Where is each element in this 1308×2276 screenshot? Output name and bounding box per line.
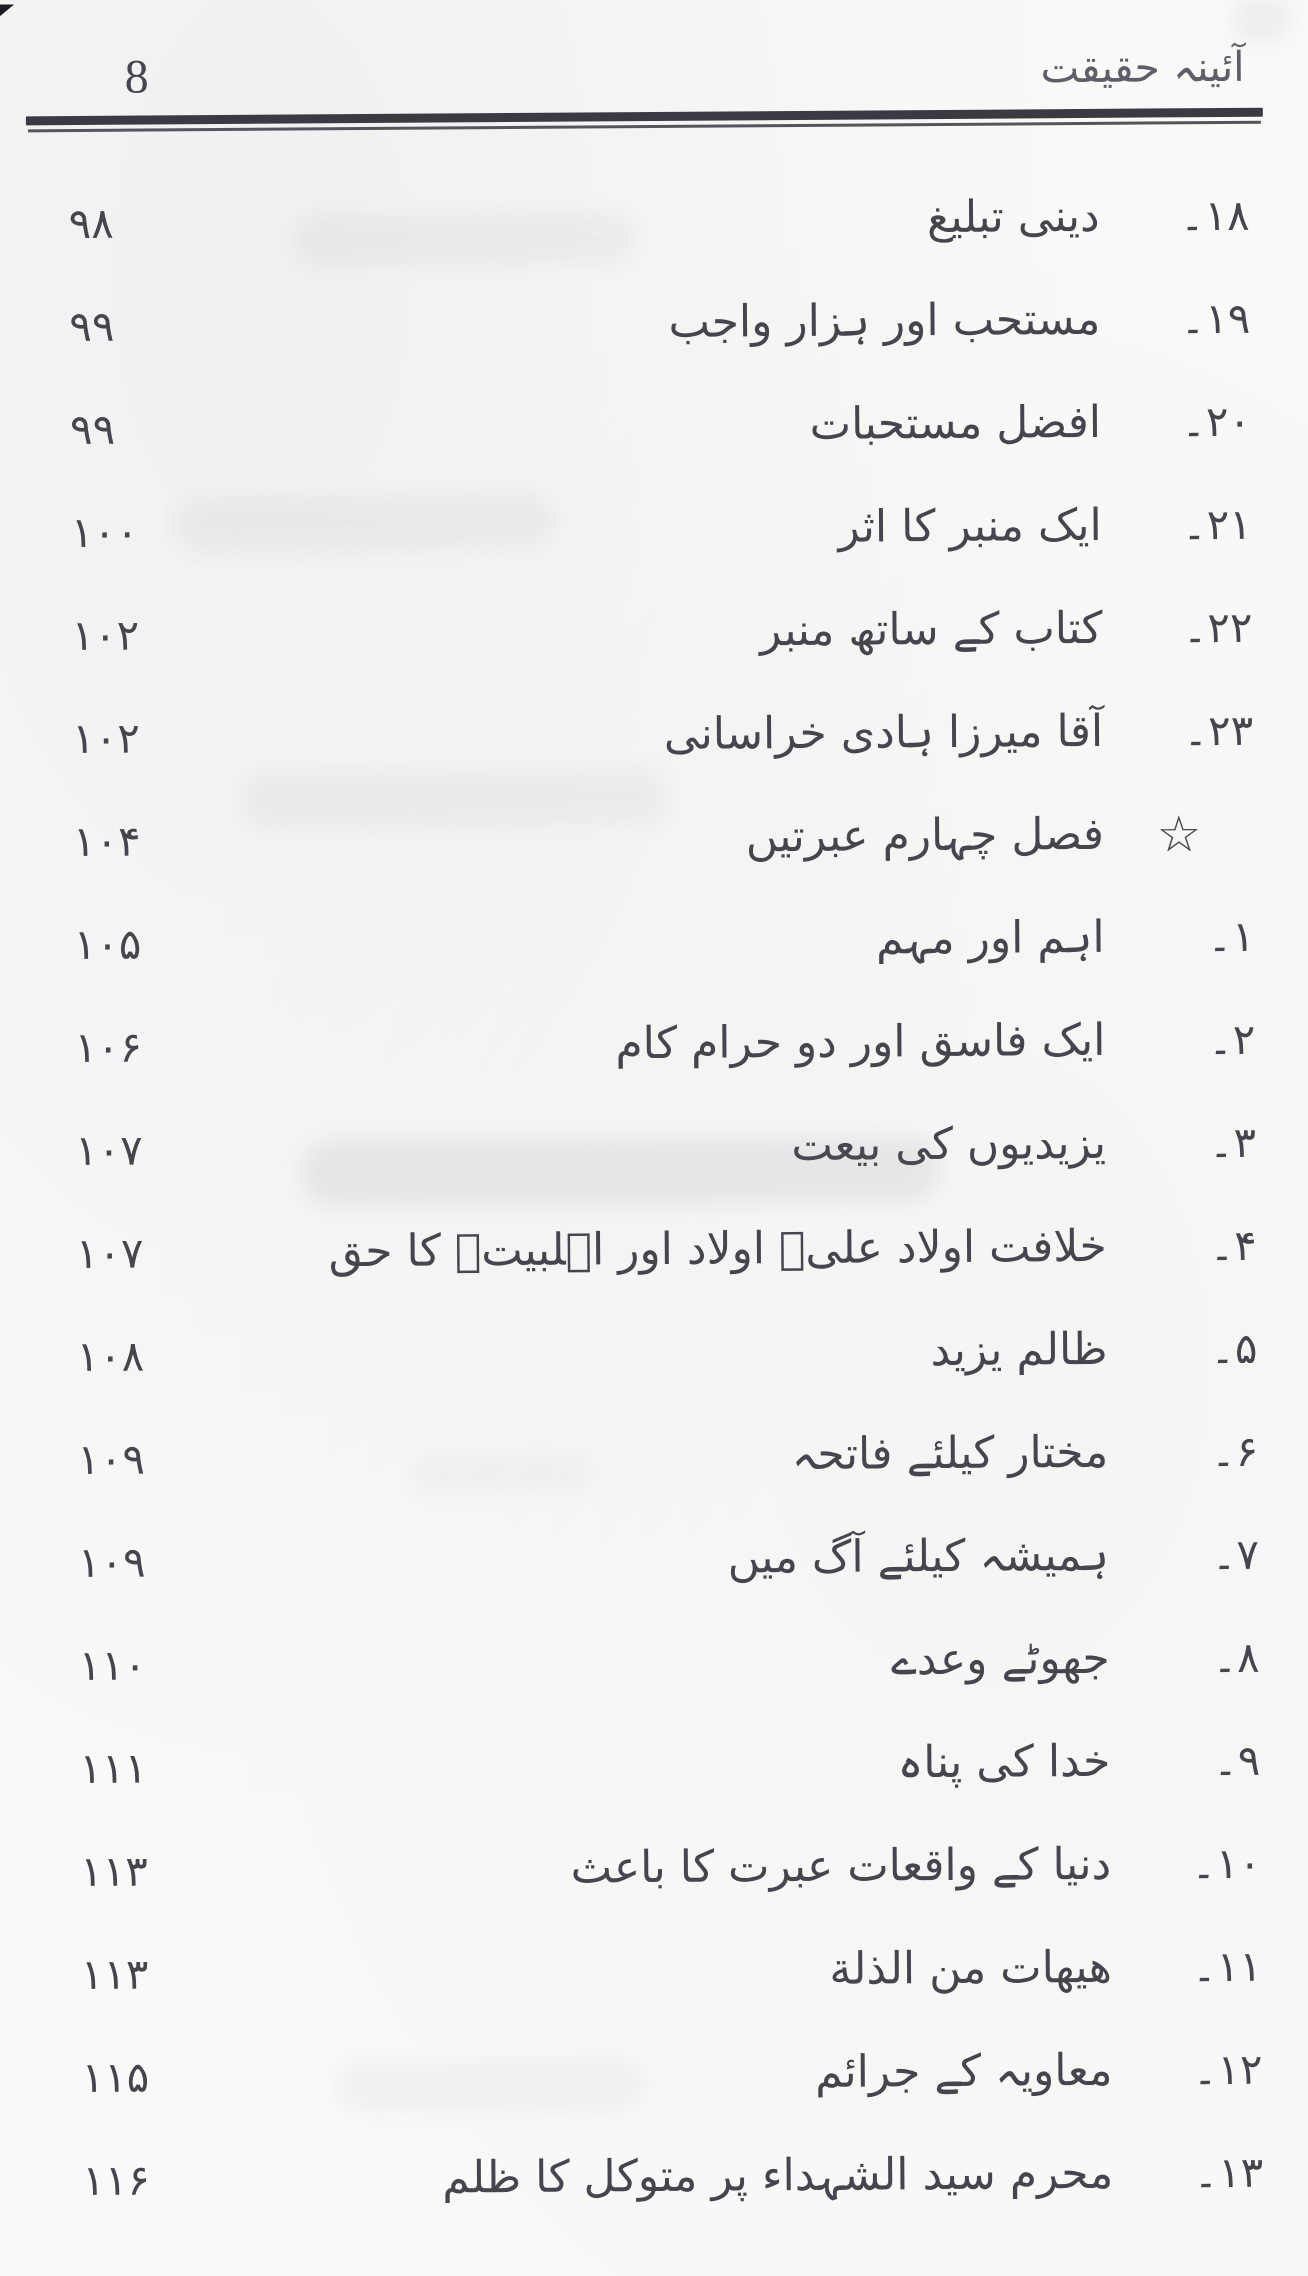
toc-row	[0, 1193, 1308, 1305]
toc-entry-page: ۱۱۶	[82, 2155, 151, 2206]
book-title: آئینہ حقیقت	[1040, 42, 1245, 93]
toc-entry-page: ۱۰۷	[74, 1125, 143, 1176]
toc-entry-page: ۱۱۵	[81, 2052, 150, 2103]
toc-entry-page: ۱۰۲	[71, 610, 140, 661]
toc-entry-page: ۱۰۷	[75, 1228, 144, 1279]
toc-entry-title: فصل چہارم عبرتیں	[745, 808, 1105, 862]
toc-entry-number: ۱۱۔	[1191, 1941, 1262, 1992]
toc-row	[2, 1399, 1308, 1511]
toc-entry-number: ۷۔	[1211, 1529, 1260, 1580]
toc-entry-title: آقا میرزا ہادی خراسانی	[663, 705, 1104, 760]
toc-row	[0, 884, 1307, 996]
toc-entry-number: ۸۔	[1212, 1632, 1260, 1683]
toc-row	[6, 2017, 1308, 2129]
toc-row	[0, 575, 1305, 687]
toc-row	[4, 1708, 1308, 1820]
toc-entry-number: ۵۔	[1210, 1323, 1258, 1374]
bleed-through-ghost	[237, 768, 667, 829]
toc-entry-number: ۱۔	[1207, 911, 1255, 962]
toc-entry-number: ۱۸۔	[1179, 190, 1250, 241]
toc-entry-page: ۱۰۴	[72, 816, 141, 867]
toc-row	[0, 987, 1308, 1099]
toc-entry-page: ۱۰۵	[73, 919, 142, 970]
toc-row	[5, 1914, 1308, 2026]
scan-corner-artifact	[0, 4, 14, 22]
star-icon: ☆	[1156, 804, 1202, 863]
toc-entry-page: ۹۸	[68, 198, 114, 249]
toc-entry-number: ۲۔	[1207, 1014, 1256, 1065]
toc-entry-title: یزیدیوں کی بیعت	[791, 1117, 1107, 1171]
toc-entry-number: ۲۰۔	[1181, 396, 1252, 447]
toc-entry-title: کتاب کے ساتھ منبر	[759, 602, 1103, 656]
toc-entry-title: ایک فاسق اور دو حرام کام	[615, 1014, 1106, 1069]
toc-entry-title: اہم اور مہم	[875, 911, 1105, 964]
toc-entry-page: ۱۰۸	[76, 1331, 145, 1382]
bleed-through-ghost	[336, 2058, 646, 2112]
bleed-through-ghost	[294, 212, 634, 266]
toc-entry-page: ۱۰۰	[70, 507, 139, 558]
toc-entry-title: ہمیشہ کیلئے آگ میں	[727, 1529, 1110, 1583]
toc-entry-page: ۱۱۳	[79, 1846, 148, 1897]
toc-entry-page: ۱۰۹	[77, 1537, 146, 1588]
toc-entry-page: ۹۹	[69, 301, 115, 352]
toc-entry-title: معاویہ کے جرائم	[814, 2044, 1113, 2098]
toc-entry-title: افضل مستحبات	[809, 396, 1102, 450]
toc-entry-page: ۱۰۶	[74, 1022, 143, 1073]
toc-entry-page: ۹۹	[69, 404, 116, 455]
toc-entry-number: ۱۹۔	[1180, 293, 1251, 344]
toc-entry-title: دنیا کے واقعات عبرت کا باعث	[570, 1838, 1112, 1894]
toc-entry-title: جھوٹے وعدے	[890, 1632, 1110, 1685]
toc-entry-number: ۲۱۔	[1181, 499, 1252, 550]
toc-row	[1, 1296, 1308, 1408]
toc-row	[0, 163, 1302, 275]
toc-entry-title: خلافت اولاد علیؑ اولاد اور اہلبیتؑ کا حق	[328, 1220, 1107, 1277]
toc-row	[3, 1502, 1308, 1614]
toc-entry-number: ۶۔	[1210, 1426, 1259, 1477]
page-header	[0, 0, 1301, 117]
toc-entry-number: ۹۔	[1213, 1735, 1261, 1786]
toc-entry-title: ایک منبر کا اثر	[838, 499, 1102, 553]
toc-entry-title: خدا کی پناہ	[897, 1735, 1111, 1788]
toc-row	[3, 1605, 1308, 1717]
bleed-through-ghost	[176, 493, 556, 552]
toc-entry-title: دینی تبلیغ	[926, 190, 1100, 243]
toc-entry-number: ۱۲۔	[1192, 2044, 1263, 2095]
toc-entry-title: مستحب اور ہزار واجب	[668, 293, 1101, 348]
toc-entry-number: ۲۳۔	[1183, 705, 1254, 756]
toc-entry-title: محرم سید الشہداء پر متوکل کا ظلم	[442, 2147, 1114, 2204]
toc-entry-number: ۳۔	[1208, 1117, 1257, 1168]
page-number: 8	[124, 50, 149, 104]
toc-entry-page: ۱۰۲	[72, 713, 141, 764]
toc-entry-page: ۱۱۰	[78, 1640, 147, 1691]
bleed-through-ghost	[412, 1452, 592, 1493]
toc-entry-number: ۲۲۔	[1182, 602, 1253, 653]
toc-row	[5, 1811, 1308, 1923]
toc-entry-number: ۴۔	[1209, 1220, 1257, 1271]
toc-row	[7, 2120, 1308, 2232]
toc-row	[0, 369, 1303, 481]
toc-entry-number: ۱۳۔	[1193, 2147, 1264, 2198]
bleed-through-ghost	[300, 1136, 940, 1206]
toc-entry-page: ۱۱۱	[79, 1743, 148, 1794]
toc-entry-title: ظالم یزید	[930, 1323, 1108, 1376]
toc-entry-number: ۱۰۔	[1191, 1838, 1262, 1889]
toc-row	[0, 266, 1303, 378]
bleed-through-ghost	[1232, 0, 1292, 42]
toc-entry-page: ۱۰۹	[77, 1434, 146, 1485]
toc-entry-page: ۱۱۳	[80, 1949, 149, 2000]
toc-entry-title: مختار کیلئے فاتحہ	[791, 1426, 1109, 1480]
toc-entry-title: ھیھات من الذلة	[829, 1941, 1112, 1995]
